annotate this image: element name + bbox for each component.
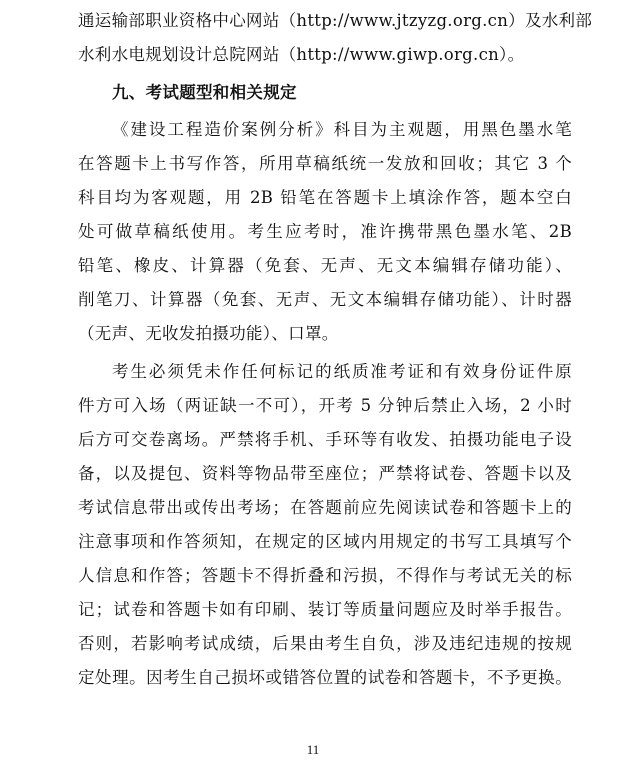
text-line: 否则，若影响考试成绩，后果由考生自负，涉及违纪违规的按规 (78, 634, 572, 653)
text-line: 处可做草稿纸使用。考生应考时，准许携带黑色墨水笔、2B (78, 222, 572, 241)
text-line: 削笔刀、计算器（免套、无声、无文本编辑存储功能）、计时器 (78, 290, 572, 309)
page-number: 11 (306, 742, 320, 757)
text-line: 水利水电规划设计总院网站（http://www.giwp.org.cn）。 (78, 45, 525, 64)
text-line: 备，以及提包、资料等物品带至座位；严禁将试卷、答题卡以及 (78, 464, 572, 483)
text-line: 在答题卡上书写作答，所用草稿纸统一发放和回收；其它 3 个 (78, 154, 572, 173)
text-line: 通运输部职业资格中心网站（http://www.jtzyzg.org.cn）及水利部 (78, 11, 593, 30)
text-line: 人信息和作答；答题卡不得折叠和污损，不得作与考试无关的标 (78, 566, 572, 585)
section-heading: 九、考试题型和相关规定 (112, 83, 297, 102)
text-line: 科目均为客观题，用 2B 铅笔在答题卡上填涂作答，题本空白 (78, 188, 572, 207)
text-line: 后方可交卷离场。严禁将手机、手环等有收发、拍摄功能电子设 (78, 430, 572, 449)
text-line: 定处理。因考生自己损坏或错答位置的试卷和答题卡，不予更换。 (78, 668, 572, 687)
text-line: 《建设工程造价案例分析》科目为主观题，用黑色墨水笔 (112, 120, 572, 139)
text-line: 注意事项和作答须知，在规定的区域内用规定的书写工具填写个 (78, 532, 572, 551)
text-line: 考试信息带出或传出考场；在答题前应先阅读试卷和答题卡上的 (78, 498, 572, 517)
text-line: （无声、无收发拍摄功能）、口罩。 (78, 324, 339, 343)
text-line: 考生必须凭未作任何标记的纸质准考证和有效身份证件原 (112, 362, 572, 381)
text-line: 件方可入场（两证缺一不可），开考 5 分钟后禁止入场，2 小时 (78, 396, 572, 415)
text-line: 铅笔、橡皮、计算器（免套、无声、无文本编辑存储功能）、 (78, 256, 572, 275)
text-line: 记；试卷和答题卡如有印刷、装订等质量问题应及时举手报告。 (78, 600, 572, 619)
